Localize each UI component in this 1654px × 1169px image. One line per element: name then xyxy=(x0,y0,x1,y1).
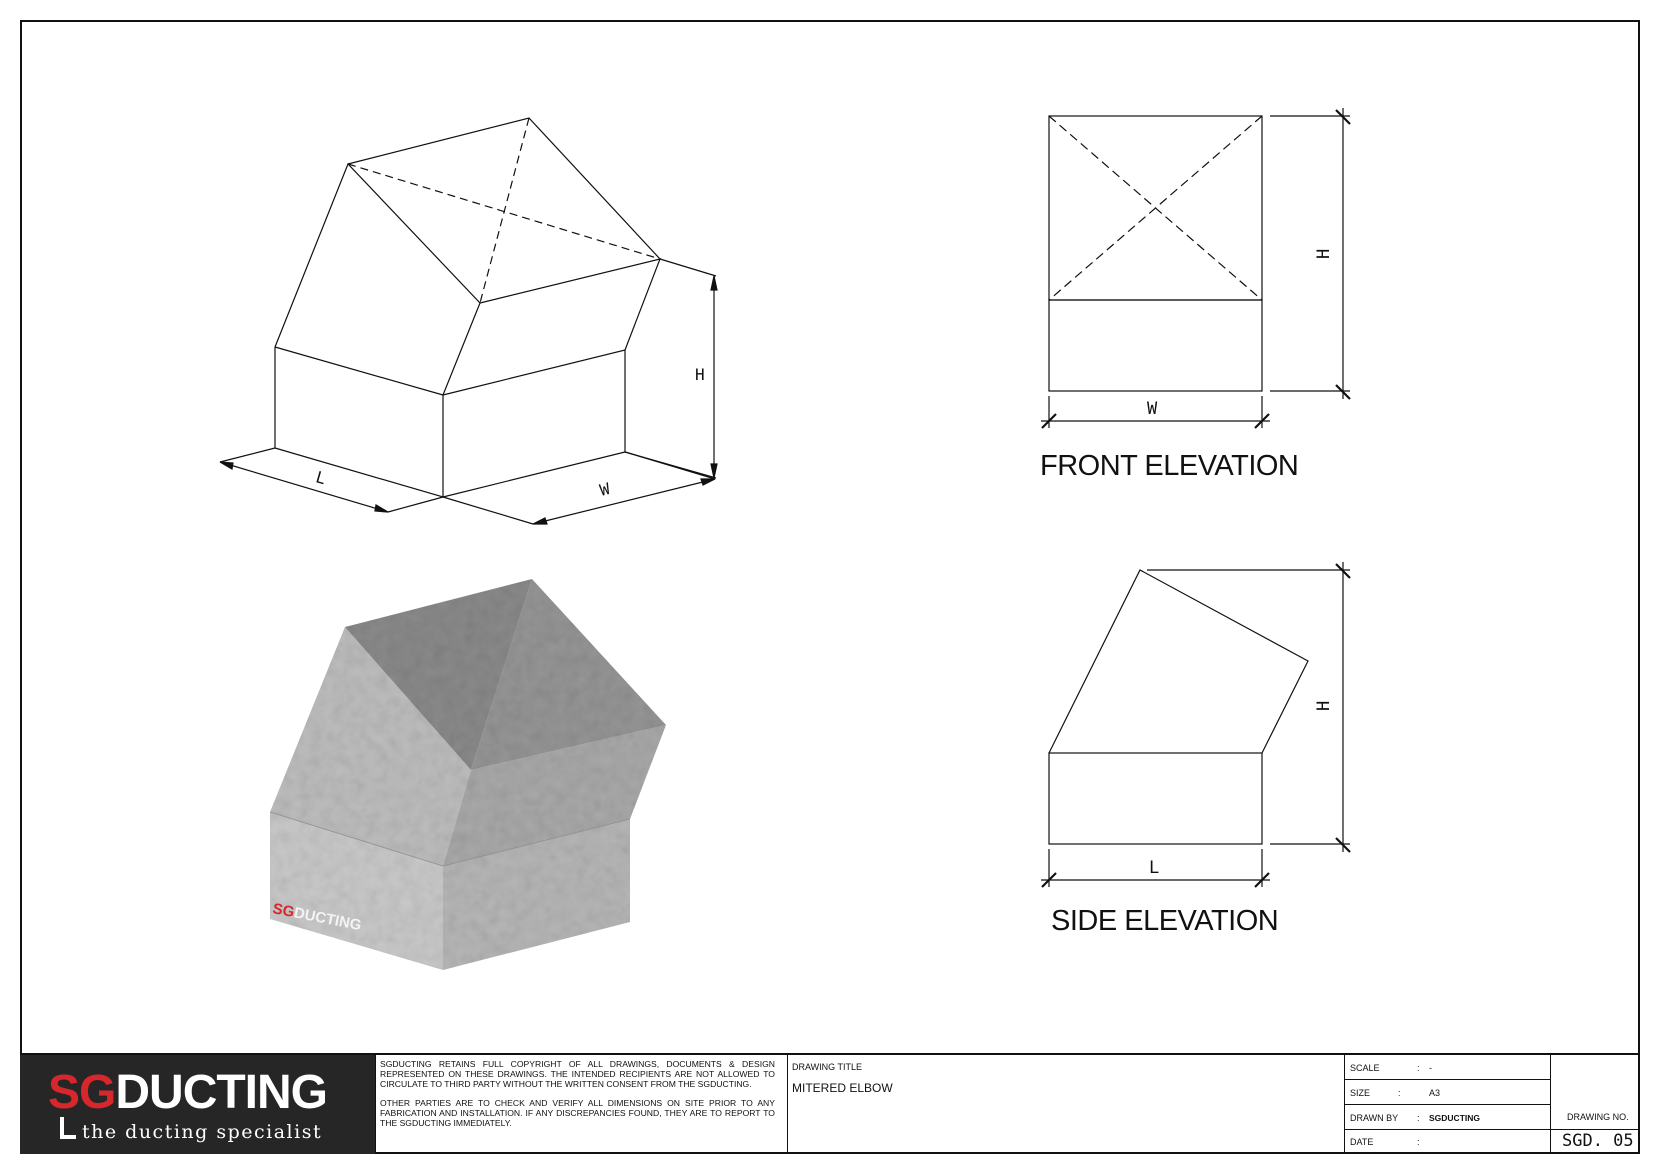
iso-w-arrow-left xyxy=(533,518,547,524)
scale-value: - xyxy=(1429,1063,1432,1073)
iso-w-ext-left xyxy=(443,497,533,524)
verification-note: OTHER PARTIES ARE TO CHECK AND VERIFY ALL DIMENSIONS ON SITE PRIOR TO ANY FABRICATION AND INSTALLATION. IF ANY DISCREPANCIES FOUND, THEY ARE TO REPORT TO THE SGDUCTING IMMEDIATELY. xyxy=(380,1098,775,1128)
iso-l-arrow-left xyxy=(220,462,233,469)
pipe-icon xyxy=(60,1117,76,1139)
side-l-label: L xyxy=(1149,858,1160,878)
front-lower-rect xyxy=(1049,300,1262,391)
divider xyxy=(1344,1079,1550,1080)
iso-h-arrow-bottom xyxy=(711,464,717,478)
iso-l-arrow-right xyxy=(375,505,388,512)
iso-lower-left-face xyxy=(275,347,443,497)
divider xyxy=(1550,1055,1551,1154)
logo-sg: SG xyxy=(48,1066,116,1119)
side-elevation-view xyxy=(1041,562,1350,887)
separator: : xyxy=(1417,1063,1420,1073)
copyright-notes xyxy=(380,1059,775,1137)
separator: : xyxy=(1398,1088,1401,1098)
iso-lower-right-face xyxy=(443,350,625,497)
company-logo xyxy=(20,1055,375,1154)
title-block xyxy=(20,1053,1640,1154)
side-h-label: H xyxy=(1314,700,1334,711)
isometric-line-view xyxy=(220,118,717,524)
divider xyxy=(1344,1104,1550,1105)
logo-tagline: the ducting specialist xyxy=(82,1121,323,1143)
iso-w-ext-right xyxy=(625,452,715,479)
drawn-by-value: SGDUCTING xyxy=(1429,1113,1480,1123)
copyright-note: SGDUCTING RETAINS FULL COPYRIGHT OF ALL DRAWINGS, DOCUMENTS & DESIGN REPRESENTED ON THESE DRAWINGS. THE INTENDED RECIPIENTS ARE NOT ALLOWED TO CIRCULATE TO THIRD PARTY WITHOUT THE WRITTEN CONSENT FROM THE SGDUCTING. xyxy=(380,1059,775,1089)
iso-h-ext-top xyxy=(660,259,716,276)
divider xyxy=(375,1055,376,1154)
iso-l-ext-left xyxy=(220,448,275,462)
drawing-title-value: MITERED ELBOW xyxy=(792,1081,893,1095)
scale-label: SCALE xyxy=(1350,1063,1380,1073)
iso-l-ext-right xyxy=(388,497,443,512)
drawing-no-label: DRAWING NO. xyxy=(1567,1112,1629,1122)
front-elevation-title: FRONT ELEVATION xyxy=(1040,450,1299,482)
iso-l-label: L xyxy=(313,467,329,489)
iso-top-edge xyxy=(348,118,660,259)
drawn-by-label: DRAWN BY xyxy=(1350,1113,1399,1123)
render-watermark-rest: DUCTING xyxy=(292,904,363,935)
divider xyxy=(787,1055,788,1154)
iso-upper-left-face xyxy=(275,164,480,395)
iso-w-label: W xyxy=(597,478,612,500)
side-elevation-title: SIDE ELEVATION xyxy=(1051,905,1279,937)
date-label: DATE xyxy=(1350,1137,1374,1147)
front-h-label: H xyxy=(1314,248,1334,259)
logo-wordmark xyxy=(48,1066,328,1119)
divider xyxy=(1344,1129,1640,1130)
separator: : xyxy=(1417,1137,1420,1147)
render-watermark-sg: SG xyxy=(271,900,296,922)
front-w-label: W xyxy=(1147,399,1158,419)
iso-hidden-diagonal-2 xyxy=(480,118,529,303)
side-upper-profile xyxy=(1049,570,1308,753)
iso-l-dimension-line xyxy=(220,462,388,512)
drawing-title-label: DRAWING TITLE xyxy=(792,1062,863,1072)
size-label: SIZE xyxy=(1350,1088,1371,1098)
iso-h-arrow-top xyxy=(711,276,717,290)
iso-h-label: H xyxy=(695,365,705,384)
size-value: A3 xyxy=(1429,1088,1441,1098)
iso-w-dimension-line xyxy=(533,479,715,524)
side-lower-rect xyxy=(1049,753,1262,844)
separator: : xyxy=(1417,1113,1420,1123)
logo-ducting: DUCTING xyxy=(115,1066,328,1119)
drawing-no-value: SGD. 05 xyxy=(1562,1131,1634,1151)
iso-upper-right-face xyxy=(480,259,660,350)
iso-w-arrow-right xyxy=(701,479,715,485)
front-elevation-view xyxy=(1041,108,1350,428)
